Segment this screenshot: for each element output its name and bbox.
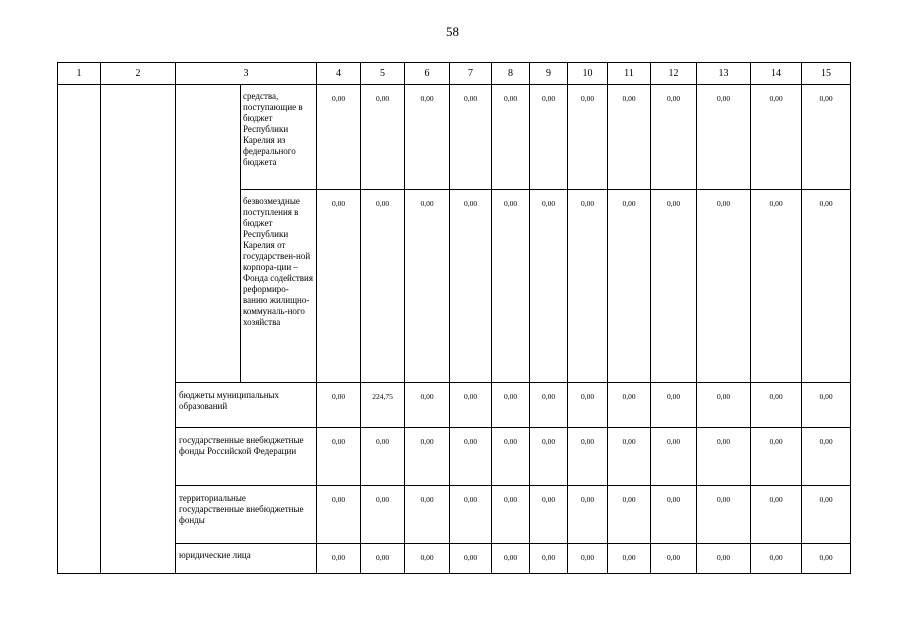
value-cell: 0,00 — [651, 486, 697, 544]
value-cell: 0,00 — [802, 428, 851, 486]
value-cell: 0,00 — [651, 383, 697, 428]
table-row — [58, 544, 851, 574]
value-cell: 0,00 — [450, 383, 492, 428]
header-cell-1: 1 — [58, 63, 101, 85]
header-cell-13: 13 — [697, 63, 751, 85]
header-cell-11: 11 — [608, 63, 651, 85]
value-cell: 0,00 — [697, 190, 751, 383]
value-cell: 0,00 — [751, 85, 802, 190]
value-cell: 0,00 — [697, 428, 751, 486]
value-cell: 0,00 — [697, 486, 751, 544]
value-cell: 0,00 — [530, 486, 568, 544]
value-cell: 224,75 — [361, 383, 405, 428]
value-cell: 0,00 — [405, 428, 450, 486]
value-cell: 0,00 — [530, 428, 568, 486]
value-cell: 0,00 — [802, 85, 851, 190]
row-label: бюджеты муниципальных образований — [176, 383, 317, 428]
header-cell-2: 2 — [101, 63, 176, 85]
value-cell: 0,00 — [405, 383, 450, 428]
value-cell: 0,00 — [361, 85, 405, 190]
header-cell-3: 3 — [176, 63, 317, 85]
value-cell: 0,00 — [530, 85, 568, 190]
value-cell: 0,00 — [530, 383, 568, 428]
value-cell: 0,00 — [492, 190, 530, 383]
value-cell: 0,00 — [530, 544, 568, 574]
value-cell: 0,00 — [317, 383, 361, 428]
value-cell: 0,00 — [317, 85, 361, 190]
table-row — [58, 383, 851, 428]
header-cell-8: 8 — [492, 63, 530, 85]
value-cell: 0,00 — [608, 190, 651, 383]
row-label: безвозмездные поступления в бюджет Республики Карелия от государствен-ной корпора-ции – Фонда содействия реформиро-ванию жилищно-коммуналь-ного хозяйства — [241, 190, 317, 383]
value-cell: 0,00 — [651, 190, 697, 383]
value-cell: 0,00 — [651, 85, 697, 190]
value-cell: 0,00 — [802, 486, 851, 544]
value-cell: 0,00 — [751, 428, 802, 486]
header-cell-4: 4 — [317, 63, 361, 85]
value-cell: 0,00 — [361, 544, 405, 574]
page-number: 58 — [446, 24, 459, 39]
value-cell: 0,00 — [568, 486, 608, 544]
table-row — [58, 85, 851, 190]
value-cell: 0,00 — [361, 190, 405, 383]
header-cell-14: 14 — [751, 63, 802, 85]
header-cell-12: 12 — [651, 63, 697, 85]
value-cell: 0,00 — [405, 544, 450, 574]
row-label: территориальные государственные внебюджетные фонды — [176, 486, 317, 544]
col2-empty-cell — [101, 85, 176, 574]
header-row — [58, 63, 851, 85]
value-cell: 0,00 — [802, 190, 851, 383]
header-cell-5: 5 — [361, 63, 405, 85]
row-label: юридические лица — [176, 544, 317, 574]
value-cell: 0,00 — [751, 190, 802, 383]
value-cell: 0,00 — [608, 428, 651, 486]
value-cell: 0,00 — [405, 486, 450, 544]
col3-spacer-cell — [176, 85, 241, 383]
value-cell: 0,00 — [317, 544, 361, 574]
table-row — [58, 428, 851, 486]
value-cell: 0,00 — [492, 486, 530, 544]
value-cell: 0,00 — [450, 544, 492, 574]
value-cell: 0,00 — [492, 428, 530, 486]
header-cell-10: 10 — [568, 63, 608, 85]
value-cell: 0,00 — [608, 486, 651, 544]
value-cell: 0,00 — [751, 383, 802, 428]
value-cell: 0,00 — [568, 383, 608, 428]
value-cell: 0,00 — [450, 85, 492, 190]
value-cell: 0,00 — [492, 544, 530, 574]
col1-empty-cell — [58, 85, 101, 574]
value-cell: 0,00 — [751, 544, 802, 574]
value-cell: 0,00 — [651, 544, 697, 574]
value-cell: 0,00 — [697, 383, 751, 428]
value-cell: 0,00 — [492, 383, 530, 428]
row-label: средства, поступающие в бюджет Республики Карелия из федерального бюджета — [241, 85, 317, 190]
value-cell: 0,00 — [317, 486, 361, 544]
value-cell: 0,00 — [568, 428, 608, 486]
value-cell: 0,00 — [802, 383, 851, 428]
value-cell: 0,00 — [317, 190, 361, 383]
table-row — [58, 486, 851, 544]
value-cell: 0,00 — [450, 190, 492, 383]
value-cell: 0,00 — [361, 486, 405, 544]
value-cell: 0,00 — [568, 544, 608, 574]
row-label: государственные внебюджетные фонды Российской Федерации — [176, 428, 317, 486]
value-cell: 0,00 — [608, 85, 651, 190]
value-cell: 0,00 — [450, 428, 492, 486]
value-cell: 0,00 — [751, 486, 802, 544]
header-cell-7: 7 — [450, 63, 492, 85]
value-cell: 0,00 — [568, 190, 608, 383]
value-cell: 0,00 — [317, 428, 361, 486]
header-cell-15: 15 — [802, 63, 851, 85]
financing-table — [57, 62, 851, 574]
value-cell: 0,00 — [697, 85, 751, 190]
value-cell: 0,00 — [568, 85, 608, 190]
value-cell: 0,00 — [361, 428, 405, 486]
value-cell: 0,00 — [405, 190, 450, 383]
value-cell: 0,00 — [530, 190, 568, 383]
value-cell: 0,00 — [492, 85, 530, 190]
value-cell: 0,00 — [802, 544, 851, 574]
header-cell-9: 9 — [530, 63, 568, 85]
value-cell: 0,00 — [450, 486, 492, 544]
value-cell: 0,00 — [608, 544, 651, 574]
value-cell: 0,00 — [697, 544, 751, 574]
value-cell: 0,00 — [651, 428, 697, 486]
header-cell-6: 6 — [405, 63, 450, 85]
value-cell: 0,00 — [405, 85, 450, 190]
value-cell: 0,00 — [608, 383, 651, 428]
